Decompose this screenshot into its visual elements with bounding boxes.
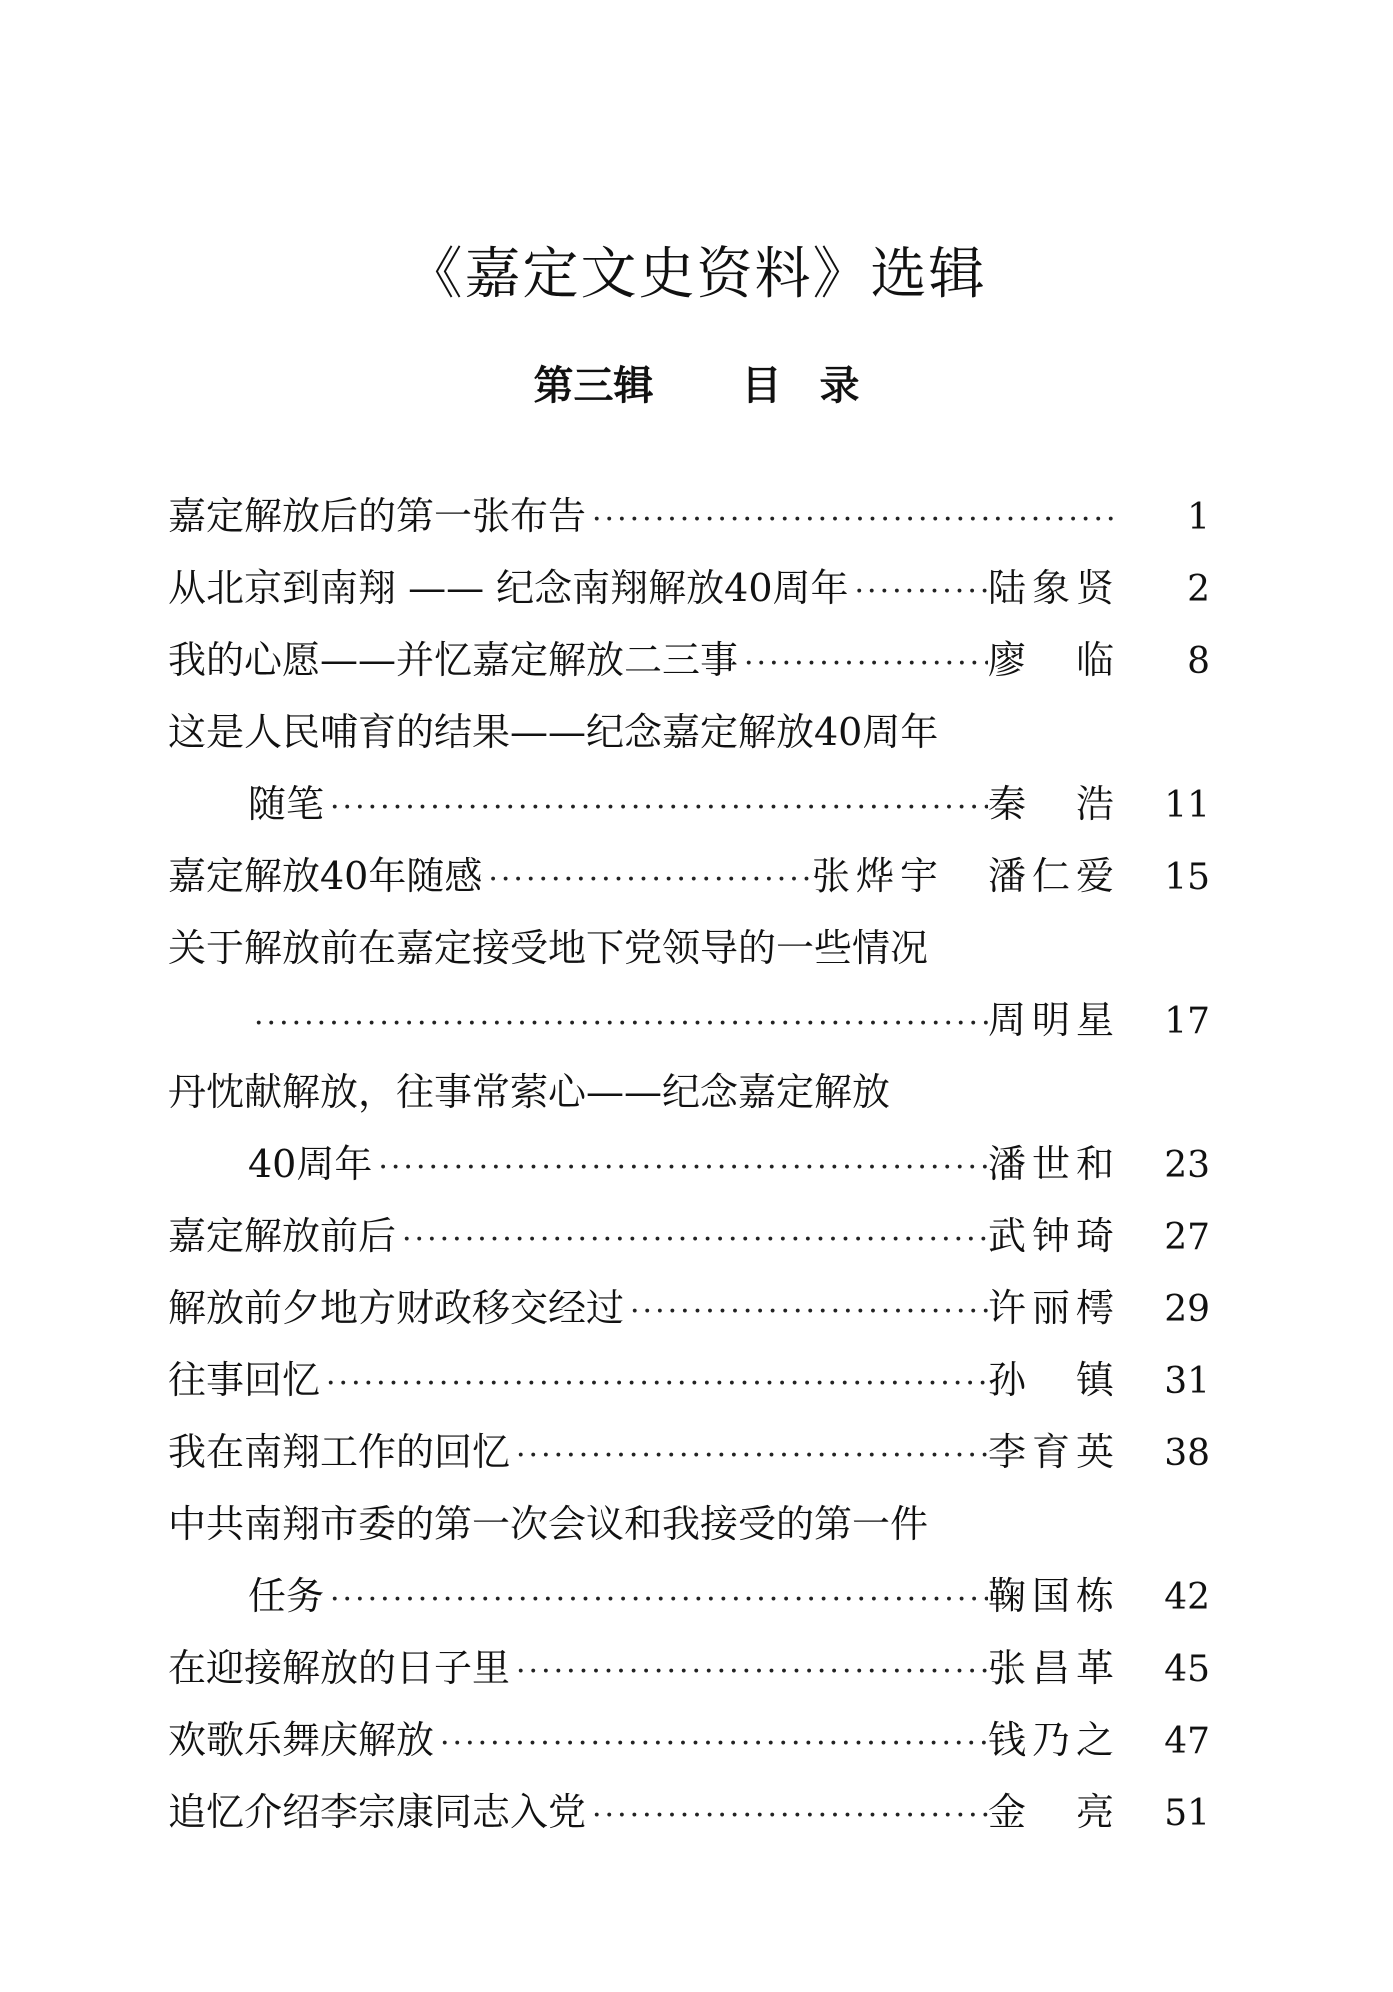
entry-page-number: 38 (1164, 1433, 1210, 1474)
table-of-contents (168, 480, 1210, 1848)
dot-leader (248, 988, 988, 1060)
toc-entry (168, 1704, 1210, 1776)
entry-title: 嘉定解放前后 (168, 1214, 397, 1258)
entry-author: 李育英 (987, 1430, 1120, 1474)
toc-label-2: 录 (819, 363, 860, 409)
dot-leader (482, 844, 812, 916)
entry-page-number: 45 (1164, 1649, 1210, 1690)
dot-leader (324, 1564, 988, 1636)
entry-title: 嘉定解放40年随感 (168, 854, 483, 898)
entry-author: 廖 临 (987, 638, 1120, 682)
toc-entry (168, 624, 1210, 696)
entry-author: 秦 浩 (987, 782, 1120, 826)
toc-entry (168, 1488, 1210, 1632)
entry-title: 嘉定解放后的第一张布告 (168, 494, 587, 538)
entry-title: 欢歌乐舞庆解放 (168, 1718, 435, 1762)
toc-entry-line (168, 1632, 1210, 1704)
toc-entry (168, 1272, 1210, 1344)
entry-title: 往事回忆 (168, 1358, 321, 1402)
entry-author: 金 亮 (987, 1790, 1120, 1834)
entry-author: 武钟琦 (987, 1214, 1120, 1258)
entry-author: 钱乃之 (987, 1718, 1120, 1762)
section-heading (0, 358, 1393, 414)
toc-entry-line (168, 1776, 1210, 1848)
entry-page-number: 11 (1164, 785, 1210, 826)
entry-title: 解放前夕地方财政移交经过 (168, 1286, 625, 1330)
entry-title: 中共南翔市委的第一次会议和我接受的第一件 (168, 1502, 929, 1546)
entry-author: 陆象贤 (987, 566, 1120, 610)
entry-page-number: 51 (1164, 1793, 1210, 1834)
dot-leader (320, 1348, 988, 1420)
entry-title: 这是人民哺育的结果——纪念嘉定解放40周年 (168, 710, 939, 754)
entry-title: 任务 (248, 1574, 325, 1618)
dot-leader (624, 1276, 988, 1348)
toc-entry-line (168, 1344, 1210, 1416)
entry-author: 周明星 (987, 998, 1120, 1042)
toc-label-1: 目 (741, 363, 782, 409)
entry-title: 丹忱献解放，往事常萦心——纪念嘉定解放 (168, 1070, 891, 1114)
entry-title: 关于解放前在嘉定接受地下党领导的一些情况 (168, 926, 929, 970)
toc-entry-line (168, 1488, 1210, 1560)
toc-entry (168, 1632, 1210, 1704)
entry-title: 从北京到南翔 —— 纪念南翔解放40周年 (168, 566, 849, 610)
entry-page-number: 17 (1164, 1001, 1210, 1042)
entry-author: 张昌革 (987, 1646, 1120, 1690)
page-title: 《嘉定文史资料》选辑 (406, 242, 987, 307)
toc-entry-line (168, 1056, 1210, 1128)
dot-leader (510, 1636, 988, 1708)
toc-entry-line (168, 480, 1210, 552)
toc-entry-line (168, 1200, 1210, 1272)
entry-author: 张烨宇 潘仁爱 (811, 854, 1120, 898)
toc-entry-line (168, 840, 1210, 912)
toc-entry (168, 1776, 1210, 1848)
entry-title: 在迎接解放的日子里 (168, 1646, 511, 1690)
entry-page-number: 31 (1164, 1361, 1210, 1402)
entry-page-number: 8 (1187, 641, 1210, 682)
dot-leader (738, 628, 988, 700)
toc-entry (168, 912, 1210, 1056)
entry-page-number: 15 (1164, 857, 1210, 898)
dot-leader (324, 772, 988, 844)
entry-page-number: 2 (1187, 569, 1210, 610)
dot-leader (434, 1708, 988, 1780)
entry-page-number: 29 (1164, 1289, 1210, 1330)
toc-entry (168, 840, 1210, 912)
toc-entry-line (168, 696, 1210, 768)
toc-entry-line (168, 1560, 1210, 1632)
entry-author: 潘世和 (987, 1142, 1120, 1186)
entry-title: 随笔 (248, 782, 325, 826)
toc-entry (168, 480, 1210, 552)
toc-entry-line (168, 1272, 1210, 1344)
entry-title: 我的心愿——并忆嘉定解放二三事 (168, 638, 739, 682)
dot-leader (396, 1204, 988, 1276)
toc-entry-line (168, 1128, 1210, 1200)
dot-leader (372, 1132, 988, 1204)
toc-entry-line (168, 1416, 1210, 1488)
toc-entry-line (168, 984, 1210, 1056)
toc-entry-line (168, 768, 1210, 840)
dot-leader (849, 556, 988, 628)
toc-entry (168, 1200, 1210, 1272)
toc-entry (168, 696, 1210, 840)
entry-title: 追忆介绍李宗康同志入党 (168, 1790, 587, 1834)
toc-entry (168, 1416, 1210, 1488)
toc-entry (168, 1344, 1210, 1416)
entry-page-number: 27 (1164, 1217, 1210, 1258)
dot-leader (510, 1420, 988, 1492)
entry-author: 许丽樗 (987, 1286, 1120, 1330)
toc-entry-line (168, 552, 1210, 624)
entry-author: 鞠国栋 (987, 1574, 1120, 1618)
volume-label: 第三辑 (533, 363, 654, 409)
dot-leader (586, 1780, 988, 1852)
toc-entry-line (168, 912, 1210, 984)
entry-page-number: 23 (1164, 1145, 1210, 1186)
entry-author: 孙 镇 (987, 1358, 1120, 1402)
toc-entry-line (168, 1704, 1210, 1776)
entry-page-number: 1 (1187, 497, 1210, 538)
entry-page-number: 42 (1164, 1577, 1210, 1618)
dot-leader (586, 484, 1120, 556)
entry-title: 40周年 (248, 1142, 373, 1186)
toc-entry (168, 1056, 1210, 1200)
entry-page-number: 47 (1164, 1721, 1210, 1762)
toc-entry-line (168, 624, 1210, 696)
toc-entry (168, 552, 1210, 624)
entry-title: 我在南翔工作的回忆 (168, 1430, 511, 1474)
